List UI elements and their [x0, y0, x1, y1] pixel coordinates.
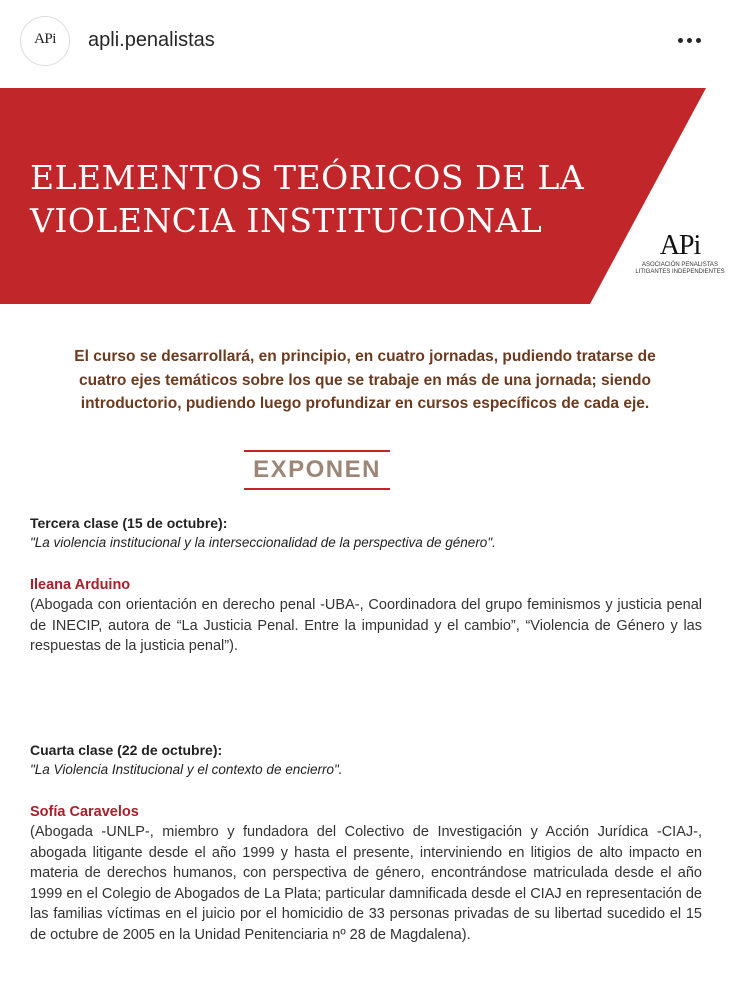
class-heading: Cuarta clase (22 de octubre):	[30, 742, 223, 758]
intro-line-3: introductorio, pudiendo luego profundizar en cursos específicos de cada eje.	[80, 395, 650, 412]
post-header	[0, 0, 730, 88]
speaker-name: Ileana Arduino	[30, 577, 131, 593]
logo-subtitle-line-2: LITIGANTES INDEPENDIENTES	[635, 268, 725, 275]
speaker-bio: (Abogada -UNLP-, miembro y fundadora del Colectivo de Investigación y Acción Jurídica -CIAJ-, abogada litigante desde el año 1999 y hasta el presente, interviniendo en litigios de alto impacto en materia de derechos humanos, con perspectiva de género, encontrándose matriculada desde el año 1999 en el Colegio de Abogados de La Plata; particular damnificada desde el CIAJ en representación de las familias víctimas en el juicio por el homicidio de 33 personas privadas de su libertad sucedido el 15 de octubre de 2005 en la Unidad Penitenciaria nº 28 de Magdalena).	[30, 824, 702, 943]
intro-line-2: cuatro ejes temáticos sobre los que se trabaje en más de una jornada; siendo	[79, 371, 651, 389]
exponen-heading-block	[244, 450, 390, 490]
avatar-logo-subtitle	[45, 46, 46, 50]
banner-title-line-2: VIOLENCIA INSTITUCIONAL	[30, 201, 543, 240]
logo-subtitle-line-1: ASOCIACIÓN PENALISTAS	[642, 261, 718, 268]
intro-line-1: El curso se desarrollará, en principio, en cuatro jornadas, pudiendo tratarse de	[74, 348, 656, 365]
banner-title-line-1: ELEMENTOS TEÓRICOS DE LA	[30, 158, 585, 197]
profile-avatar[interactable]	[20, 16, 70, 66]
course-intro	[22, 345, 708, 416]
banner-title	[30, 156, 590, 242]
username-link[interactable]: apli.penalistas	[88, 29, 215, 51]
class-topic: "La violencia institucional y la interseccionalidad de la perspectiva de género".	[30, 535, 496, 550]
logo-text: APi	[659, 229, 701, 261]
exponen-bottom-divider	[244, 488, 390, 490]
exponen-heading: EXPONEN	[253, 456, 381, 483]
title-banner	[0, 88, 730, 304]
class-heading: Tercera clase (15 de octubre):	[30, 515, 228, 531]
organization-logo	[632, 206, 728, 302]
class-section-3	[30, 513, 702, 657]
more-options-icon[interactable]	[678, 30, 705, 50]
speaker-name: Sofía Caravelos	[30, 804, 139, 820]
class-section-4	[30, 740, 702, 945]
logo-subtitle	[635, 262, 724, 276]
speaker-bio: (Abogada con orientación en derecho penal -UBA-, Coordinadora del grupo feminismos y justicia penal de INECIP, autora de “La Justicia Penal. Entre la impunidad y el cambio”, “Violencia de Género y las respuestas de la justicia penal”).	[30, 597, 702, 654]
avatar-logo-text: APi	[34, 31, 56, 47]
class-topic: "La Violencia Institucional y el contexto de encierro".	[30, 762, 343, 777]
